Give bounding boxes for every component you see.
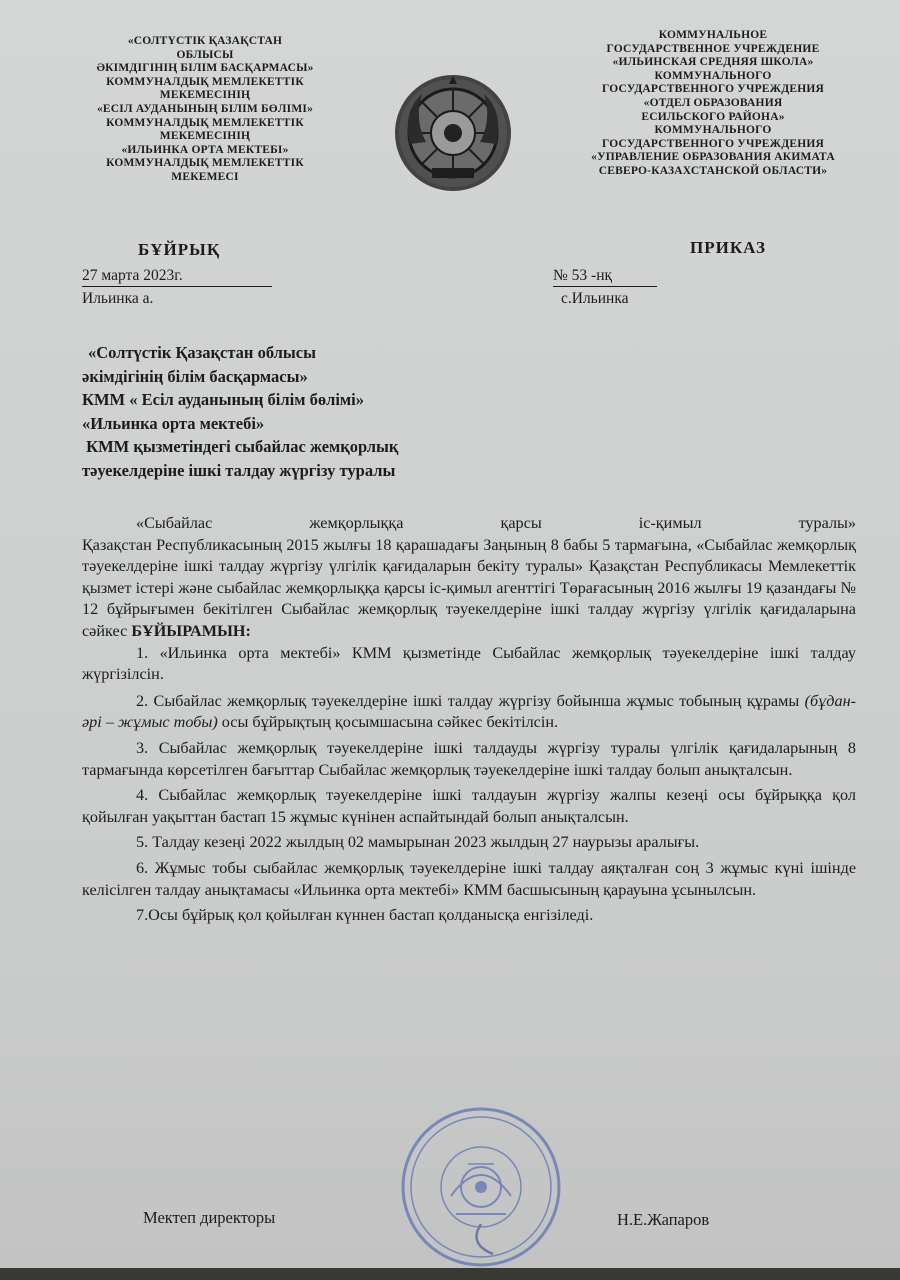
header-right-line: «ИЛЬИНСКАЯ СРЕДНЯЯ ШКОЛА» xyxy=(612,56,814,69)
subject-line: тәуекелдеріне ішкі талдау жүргізу туралы xyxy=(82,460,396,480)
header-left-line: МЕКЕМЕСІНІҢ xyxy=(159,89,251,102)
header-left-line: «СОЛТҮСТІК ҚАЗАҚСТАН xyxy=(127,35,283,47)
item-2-text-end: осы бұйрықтың қосымшасына сәйкес бекітілсін. xyxy=(217,713,559,732)
round-seal-icon xyxy=(398,1104,564,1270)
order-body xyxy=(82,513,856,927)
order-item-1: 1. «Ильинка орта мектебі» КММ қызметінде Сыбайлас жемқорлық тәуекелдеріне ішкі талдау жүргізілсін. xyxy=(82,643,856,684)
subject-line: «Ильинка орта мектебі» xyxy=(82,413,265,433)
subject-line: КММ қызметіндегі сыбайлас жемқорлық xyxy=(82,437,399,457)
item-2-text: 2. Сыбайлас жемқорлық тәуекелдеріне ішкі талдау жүргізу бойынша жұмыс тобының құрамы xyxy=(136,691,805,710)
doc-title-kz: БҰЙРЫҚ xyxy=(138,240,221,259)
header-left-line: ОБЛЫСЫ xyxy=(176,48,234,61)
signature-position: Мектеп директоры xyxy=(143,1208,276,1227)
header-left-line: КОММУНАЛДЫҚ МЕМЛЕКЕТТІК xyxy=(106,157,304,170)
header-right-line: ГОСУДАРСТВЕННОГО УЧРЕЖДЕНИЯ xyxy=(601,83,825,96)
header-right-line: КОММУНАЛЬНОГО xyxy=(654,124,772,137)
header-right-line: ГОСУДАРСТВЕННОГО УЧРЕЖДЕНИЯ xyxy=(601,137,825,150)
header-right-line: ЕСИЛЬСКОГО РАЙОНА» xyxy=(641,110,785,123)
order-number: № 53 -нқ xyxy=(553,267,657,287)
header-right xyxy=(548,29,878,179)
subject-line: «Солтүстік Қазақстан облысы xyxy=(88,343,317,362)
preamble-text xyxy=(82,535,856,643)
place-ru: с.Ильинка xyxy=(561,290,629,307)
order-subject xyxy=(82,341,398,483)
header-left-line: ӘКІМДІГІНІҢ БІЛІМ БАСҚАРМАСЫ» xyxy=(96,62,314,75)
signature-name: Н.Е.Жапаров xyxy=(617,1210,710,1229)
order-item-2 xyxy=(82,691,856,734)
order-item-3: 3. Сыбайлас жемқорлық тәуекелдеріне ішкі талдауды жүргізу туралы үлгілік қағидаларының 8 тармағында көрсетілген бағыттар Сыбайлас жемқорлық тәуекелдеріне ішкі талдау болып анықталсын. xyxy=(82,738,856,779)
header-left-line: «ИЛЬИНКА ОРТА МЕКТЕБІ» xyxy=(121,143,289,156)
header-left-line: МЕКЕМЕСІНІҢ xyxy=(159,130,251,143)
header-right-line: «УПРАВЛЕНИЕ ОБРАЗОВАНИЯ АКИМАТА xyxy=(591,151,835,164)
doc-title-ru: ПРИКАЗ xyxy=(690,238,766,257)
order-item-5: 5. Талдау кезеңі 2022 жылдың 02 мамырынан 2023 жылдың 27 наурызы аралығы. xyxy=(136,833,700,852)
header-left-line: КОММУНАЛДЫҚ МЕМЛЕКЕТТІК xyxy=(106,75,304,88)
header-right-line: ГОСУДАРСТВЕННОЕ УЧРЕЖДЕНИЕ xyxy=(606,42,820,55)
state-emblem-icon xyxy=(392,72,514,194)
place-kz: Ильинка а. xyxy=(82,290,154,307)
subject-line: КММ « Есіл ауданының білім бөлімі» xyxy=(82,390,364,410)
preamble-rest: Қазақстан Республикасының 2015 жылғы 18 қарашадағы Заңының 8 бабы 5 тармағына, «Сыбайлас жемқорлық тәуекелдеріне ішкі талдау жүргізу үлгілік қағидаларын бекіту туралы» Қазақстан Республикасы Мемлекеттік қызмет істері және сыбайлас жемқорлыққа қарсы іс-қимыл агенттігі Төрағасының 2016 жылғы 19 қазандағы № 12 бұйрығымен бекітілген Сыбайлас жемқорлық тәуекелдеріне ішкі талдау жүргізу үлгілік қағидаларына сәйкес xyxy=(82,535,856,640)
header-right-line: КОММУНАЛЬНОГО xyxy=(654,69,772,82)
order-item-6: 6. Жұмыс тобы сыбайлас жемқорлық тәуекелдеріне ішкі талдау аяқталған соң 3 жұмыс күні ішінде келісілген талдау анықтамасы «Ильинка орта мектебі» КММ басшысының қарауына ұсынылсын. xyxy=(82,858,856,899)
header-left-line: КОММУНАЛДЫҚ МЕМЛЕКЕТТІК xyxy=(106,116,304,129)
photo-edge xyxy=(0,1268,900,1280)
header-right-line: «ОТДЕЛ ОБРАЗОВАНИЯ xyxy=(643,96,783,109)
subject-line: әкімдігінің білім басқармасы» xyxy=(82,366,308,386)
header-left-line: МЕКЕМЕСІ xyxy=(171,170,239,183)
header-left-line: «ЕСІЛ АУДАНЫНЫҢ БІЛІМ БӨЛІМІ» xyxy=(96,102,314,115)
order-date: 27 марта 2023г. xyxy=(82,267,272,287)
header-right-line: СЕВЕРО-КАЗАХСТАНСКОЙ ОБЛАСТИ» xyxy=(598,164,828,177)
header-right-line: КОММУНАЛЬНОЕ xyxy=(658,29,768,41)
order-word: БҰЙЫРАМЫН: xyxy=(131,621,251,640)
order-item-4: 4. Сыбайлас жемқорлық тәуекелдеріне ішкі талдауын жүргізу жалпы кезеңі осы бұйрыққа қол қойылған уақыттан бастап 15 жұмыс күнінен аспайтындай болып анықталсын. xyxy=(82,786,856,826)
preamble-first-line: «Сыбайлас жемқорлыққа қарсы іс-қимыл туралы» xyxy=(136,514,856,532)
order-item-7: 7.Осы бұйрық қол қойылған күннен бастап қолданысқа енгізіледі. xyxy=(136,906,594,925)
header-left xyxy=(50,35,360,185)
item-2-italic: (бұдан-әрі – жұмыс тобы) xyxy=(82,691,856,732)
